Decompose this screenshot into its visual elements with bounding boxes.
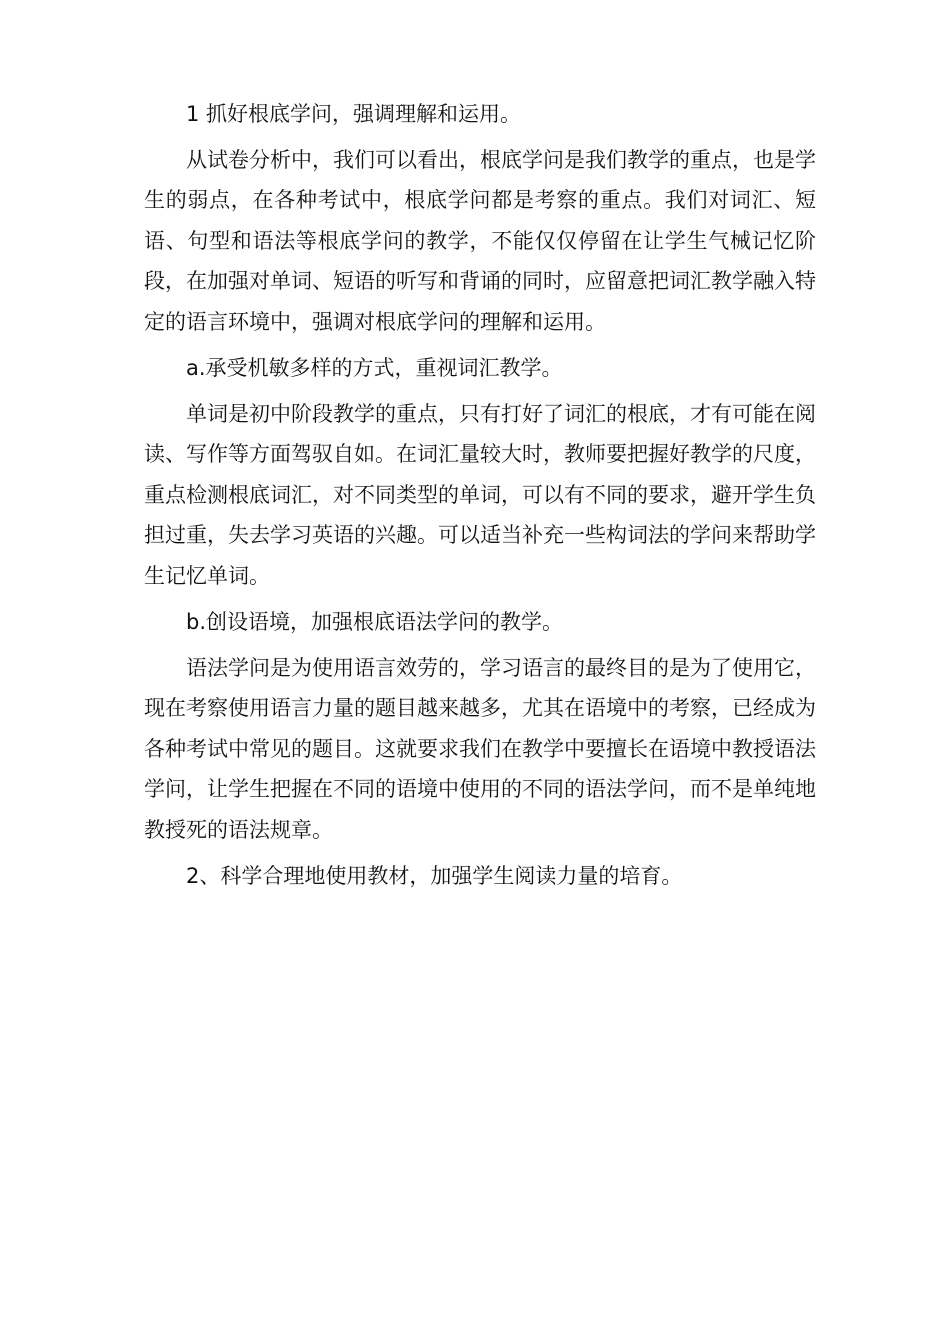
paragraph-basic-knowledge: 从试卷分析中，我们可以看出，根底学问是我们教学的重点，也是学生的弱点，在各种考试中，根底学问都是考察的重点。我们对词汇、短语、句型和语法等根底学问的教学，不能仅仅停留在让学生气械记忆阶段，在加强对单词、短语的听写和背诵的同时，应留意把词汇教学融入特定的语言环境中，强调对根底学问的理解和运用。 bbox=[144, 147, 816, 334]
section-heading-2: 2、科学合理地使用教材，加强学生阅读力量的培育。 bbox=[186, 864, 683, 888]
subheading-a: a.承受机敏多样的方式，重视词汇教学。 bbox=[186, 356, 563, 380]
document-body bbox=[144, 94, 816, 902]
subheading-b: b.创设语境，加强根底语法学问的教学。 bbox=[186, 610, 564, 634]
paragraph-grammar: 语法学问是为使用语言效劳的，学习语言的最终目的是为了使用它，现在考察使用语言力量的题目越来越多，尤其在语境中的考察，已经成为各种考试中常见的题目。这就要求我们在教学中要擅长在语境中教授语法学问，让学生把握在不同的语境中使用的不同的语法学问，而不是单纯地教授死的语法规章。 bbox=[144, 655, 816, 842]
section-heading-1: 1 抓好根底学问，强调理解和运用。 bbox=[186, 102, 522, 126]
paragraph-vocabulary: 单词是初中阶段教学的重点，只有打好了词汇的根底，才有可能在阅读、写作等方面驾驭自如。在词汇量较大时，教师要把握好教学的尺度，重点检测根底词汇，对不同类型的单词，可以有不同的要求，避开学生负担过重，失去学习英语的兴趣。可以适当补充一些构词法的学问来帮助学生记忆单词。 bbox=[144, 401, 816, 588]
